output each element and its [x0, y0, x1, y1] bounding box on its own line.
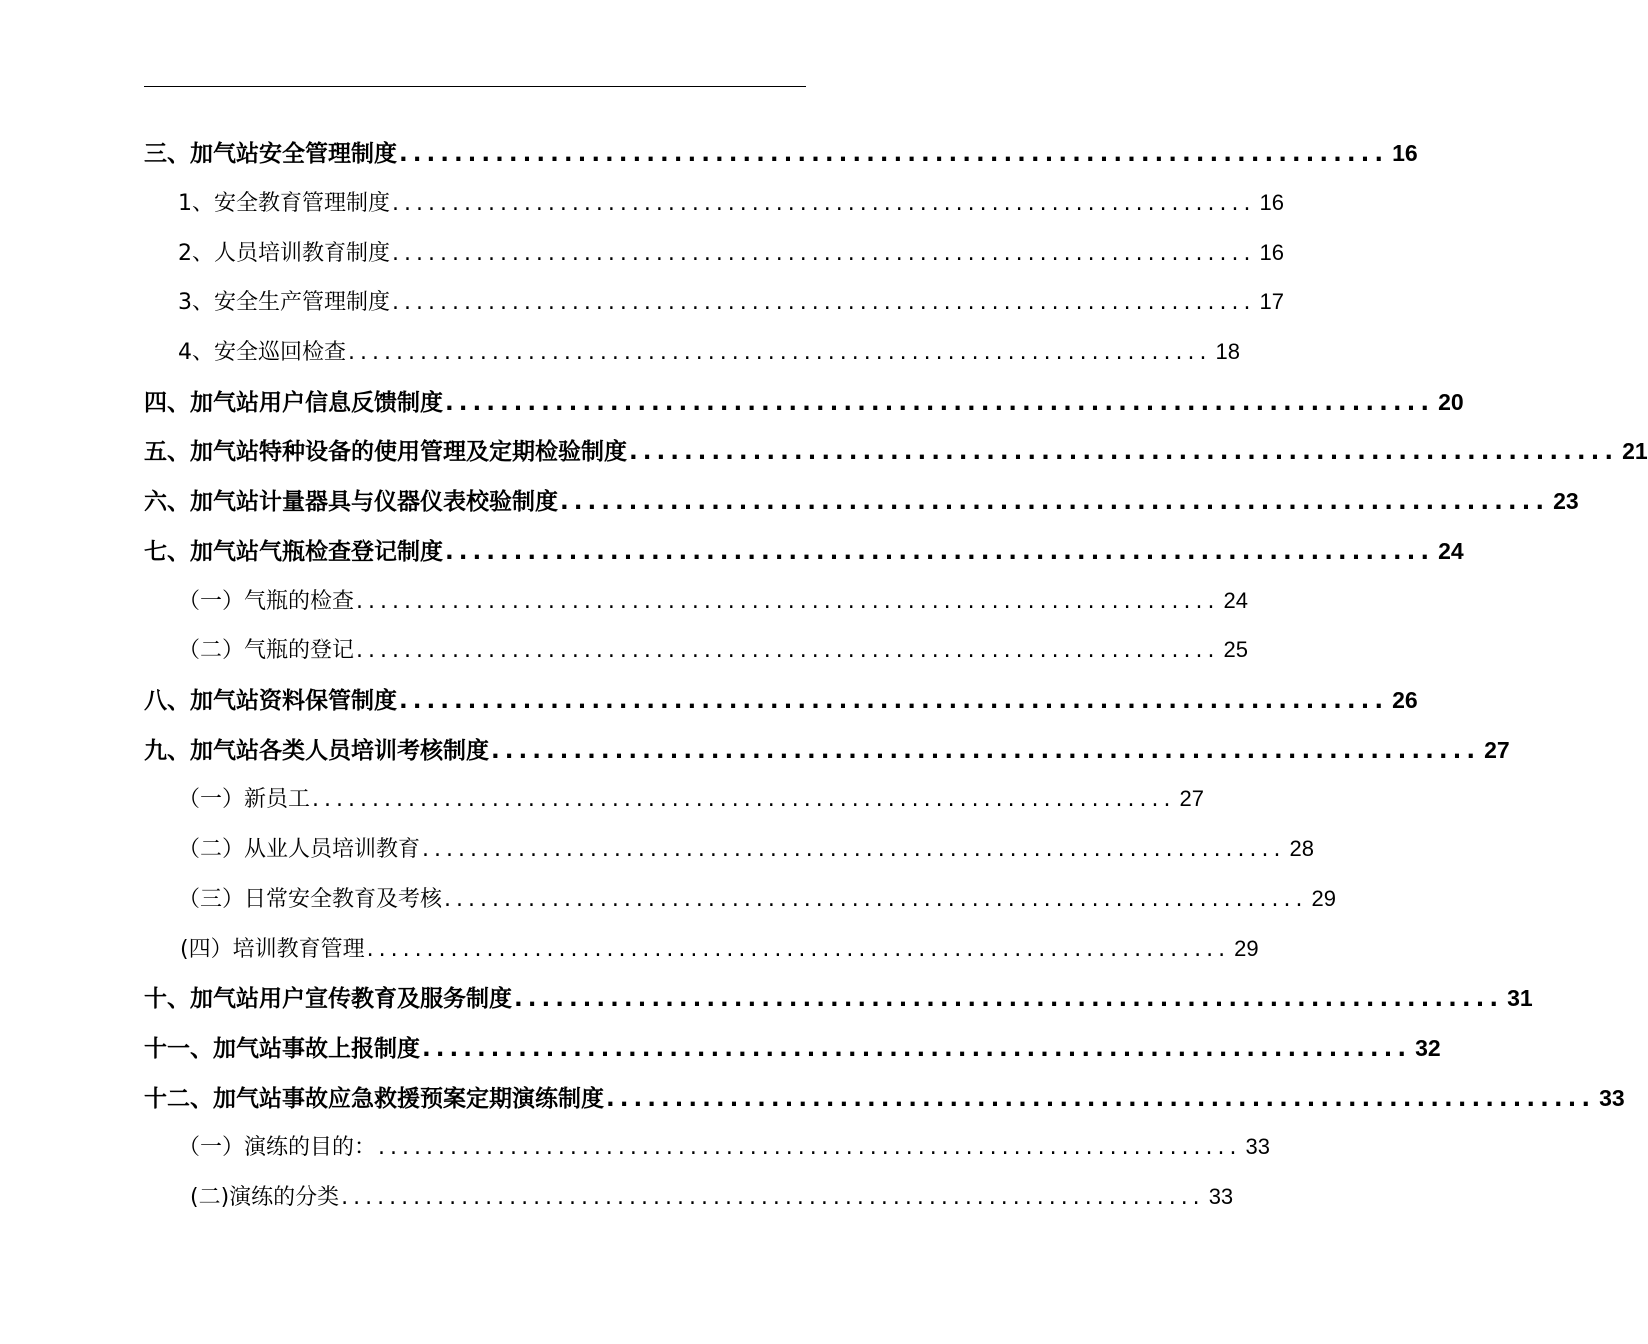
toc-entry-title: 九、加气站各类人员培训考核制度 — [144, 738, 489, 764]
toc-entry-title: （一）气瓶的检查 — [178, 589, 355, 614]
toc-subentry-9-1[interactable] — [178, 777, 1205, 821]
toc-subentry-9-2[interactable] — [178, 827, 1315, 871]
toc-entry-title: 七、加气站气瓶检查登记制度 — [144, 539, 443, 565]
dot-leader: ........................................................................ — [629, 439, 1619, 465]
toc-entry-page: 16 — [1259, 240, 1284, 265]
toc-entry-page: 33 — [1245, 1134, 1271, 1159]
toc-entry-title: 八、加气站资料保管制度 — [144, 688, 397, 714]
toc-entry-page: 18 — [1215, 339, 1240, 364]
toc-entry-4[interactable] — [144, 380, 1464, 424]
toc-entry-page: 24 — [1223, 588, 1249, 613]
toc-subentry-9-4[interactable] — [180, 927, 1259, 971]
toc-entry-title: 4、安全巡回检查 — [178, 340, 346, 365]
dot-leader: ........................................................................ — [514, 986, 1504, 1012]
toc-entry-title: （一）演练的目的： — [178, 1135, 377, 1160]
dot-leader: ........................................................................ — [445, 390, 1435, 416]
toc-subentry-3-2[interactable] — [178, 231, 1284, 275]
toc-entry-3[interactable] — [144, 131, 1418, 175]
toc-entry-title: 1、安全教育管理制度 — [178, 191, 390, 216]
toc-entry-title: （二）从业人员培训教育 — [178, 837, 421, 862]
toc-entry-page: 28 — [1289, 836, 1315, 861]
toc-entry-7[interactable] — [144, 529, 1464, 573]
toc-entry-10[interactable] — [144, 976, 1533, 1020]
toc-subentry-7-1[interactable] — [178, 579, 1249, 623]
toc-entry-6[interactable] — [144, 479, 1579, 523]
toc-entry-title: 十一、加气站事故上报制度 — [144, 1036, 420, 1062]
toc-entry-page: 31 — [1507, 985, 1533, 1011]
toc-entry-page: 23 — [1553, 488, 1579, 514]
dot-leader: ........................................................................ — [392, 241, 1256, 266]
dot-leader: ........................................................................ — [356, 589, 1220, 614]
toc-entry-page: 27 — [1484, 737, 1510, 763]
toc-entry-page: 33 — [1599, 1085, 1625, 1111]
toc-entry-page: 20 — [1438, 389, 1464, 415]
toc-entry-page: 25 — [1223, 637, 1249, 662]
toc-entry-page: 33 — [1208, 1184, 1234, 1209]
toc-entry-page: 16 — [1259, 190, 1284, 215]
toc-entry-page: 24 — [1438, 538, 1464, 564]
dot-leader: ........................................................................ — [378, 1135, 1242, 1160]
toc-entry-page: 26 — [1392, 687, 1418, 713]
toc-entry-page: 29 — [1234, 936, 1259, 961]
toc-entry-title: 六、加气站计量器具与仪器仪表校验制度 — [144, 489, 558, 515]
toc-entry-title: 3、安全生产管理制度 — [178, 290, 390, 315]
dot-leader: ........................................................................ — [422, 1036, 1412, 1062]
toc-entry-page: 16 — [1392, 140, 1418, 166]
toc-entry-12[interactable] — [144, 1076, 1625, 1120]
toc-entry-title: （三）日常安全教育及考核 — [178, 887, 443, 912]
dot-leader: ........................................................................ — [312, 787, 1176, 812]
header-rule — [144, 86, 806, 87]
dot-leader: ........................................................................ — [348, 340, 1212, 365]
toc-entry-title: 十二、加气站事故应急救援预案定期演练制度 — [144, 1086, 604, 1112]
toc-subentry-7-2[interactable] — [178, 628, 1249, 672]
toc-entry-page: 21 — [1622, 438, 1648, 464]
dot-leader: ........................................................................ — [606, 1086, 1596, 1112]
dot-leader: ........................................................................ — [399, 688, 1389, 714]
dot-leader: ........................................................................ — [445, 539, 1435, 565]
toc-entry-5[interactable] — [144, 429, 1648, 473]
toc-subentry-9-3[interactable] — [178, 877, 1337, 921]
toc-entry-page: 32 — [1415, 1035, 1441, 1061]
dot-leader: ........................................................................ — [392, 290, 1256, 315]
toc-entry-9[interactable] — [144, 728, 1510, 772]
toc-subentry-12-2[interactable] — [190, 1175, 1234, 1219]
toc-subentry-3-1[interactable] — [178, 181, 1284, 225]
dot-leader: ........................................................................ — [356, 638, 1220, 663]
toc-entry-title: （二）气瓶的登记 — [178, 638, 355, 663]
toc-entry-title: 三、加气站安全管理制度 — [144, 141, 397, 167]
dot-leader: ........................................................................ — [341, 1185, 1205, 1210]
toc-entry-page: 29 — [1311, 886, 1337, 911]
dot-leader: ........................................................................ — [392, 191, 1256, 216]
toc-entry-title: 2、人员培训教育制度 — [178, 241, 390, 266]
toc-entry-page: 27 — [1179, 786, 1205, 811]
toc-entry-title: (二)演练的分类 — [190, 1185, 340, 1210]
dot-leader: ........................................................................ — [399, 141, 1389, 167]
toc-subentry-3-4[interactable] — [178, 330, 1240, 374]
toc-entry-title: 四、加气站用户信息反馈制度 — [144, 390, 443, 416]
toc-entry-title: 五、加气站特种设备的使用管理及定期检验制度 — [144, 439, 627, 465]
toc-entry-11[interactable] — [144, 1026, 1441, 1070]
toc-entry-page: 17 — [1259, 289, 1284, 314]
toc-entry-title: （一）新员工 — [178, 787, 311, 812]
toc-entry-8[interactable] — [144, 678, 1418, 722]
toc-entry-title: (四）培训教育管理 — [180, 937, 365, 962]
dot-leader: ........................................................................ — [491, 738, 1481, 764]
dot-leader: ........................................................................ — [366, 937, 1231, 962]
dot-leader: ........................................................................ — [560, 489, 1550, 515]
dot-leader: ........................................................................ — [422, 837, 1286, 862]
dot-leader: ........................................................................ — [444, 887, 1308, 912]
toc-subentry-12-1[interactable] — [178, 1125, 1271, 1169]
toc-subentry-3-3[interactable] — [178, 280, 1284, 324]
toc-entry-title: 十、加气站用户宣传教育及服务制度 — [144, 986, 512, 1012]
